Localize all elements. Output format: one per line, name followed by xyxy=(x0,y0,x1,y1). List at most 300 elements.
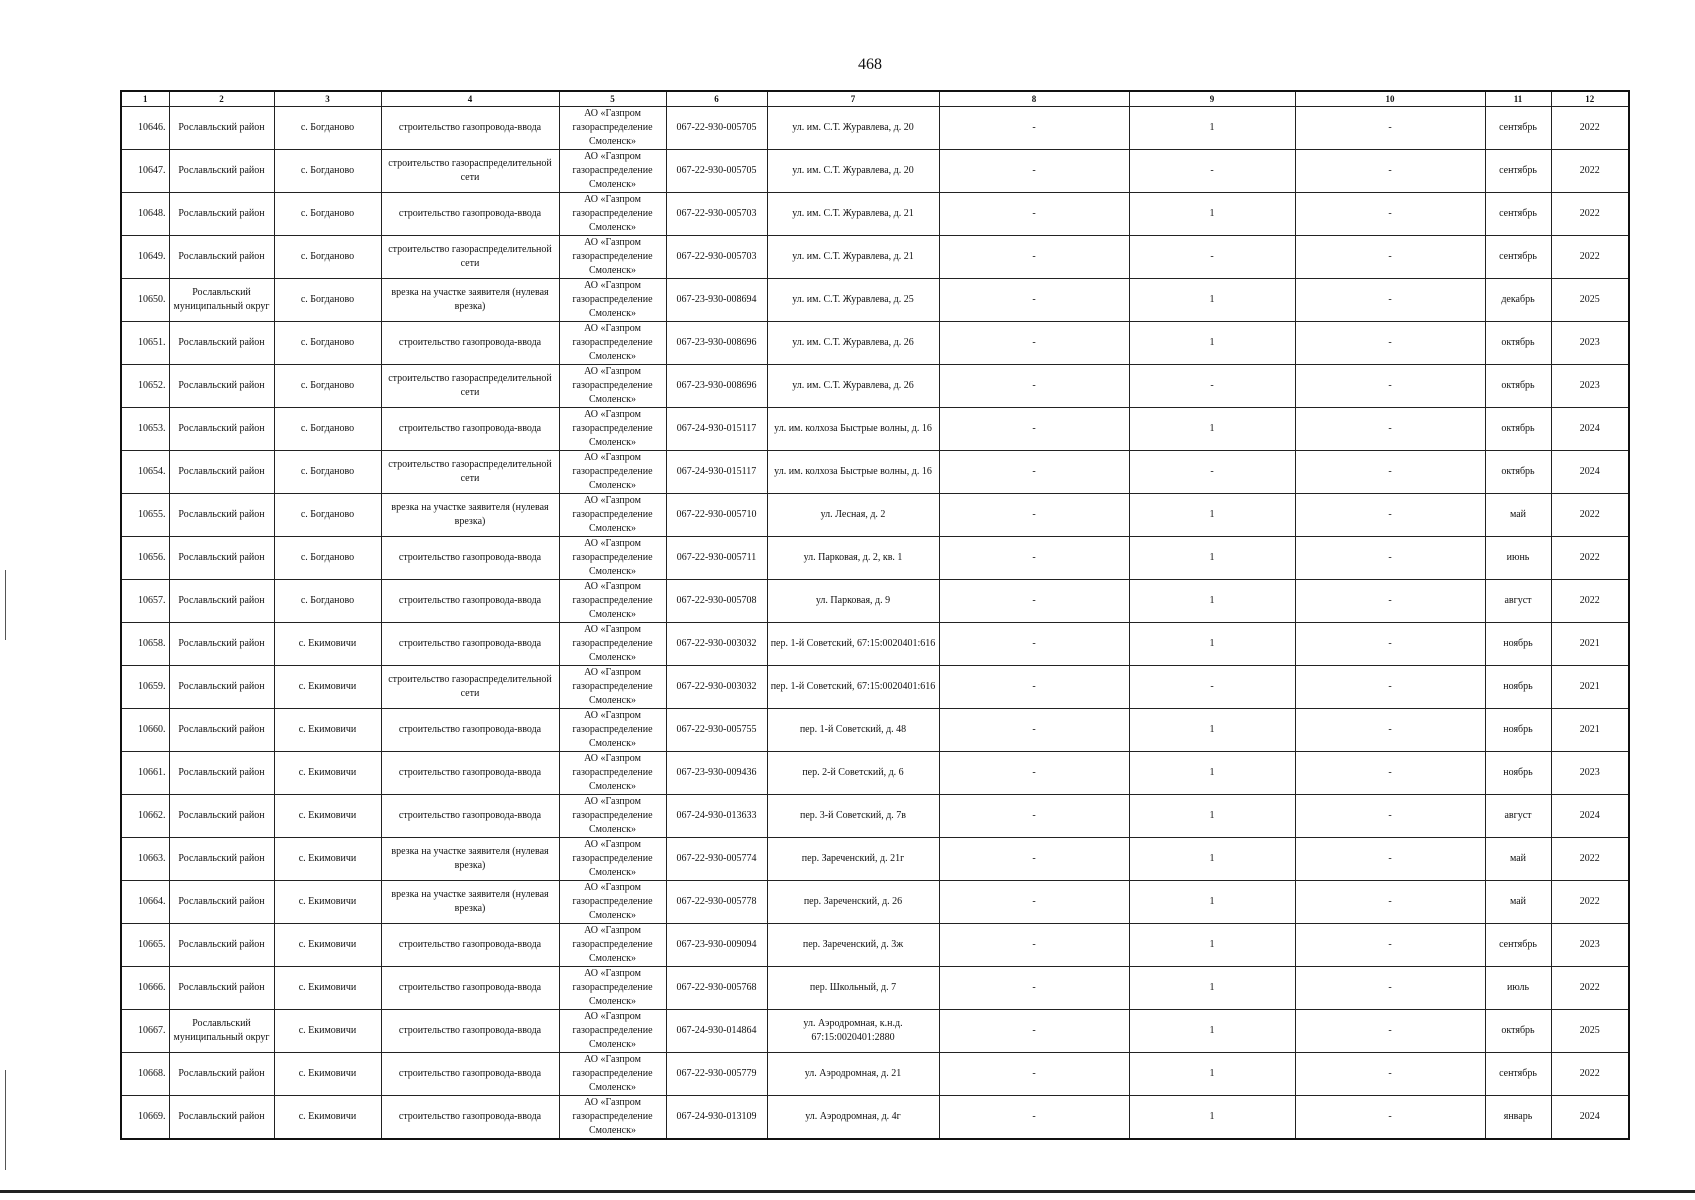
cell-address: ул. им. С.Т. Журавлева, д. 21 xyxy=(767,236,939,279)
cell-col-8-value: - xyxy=(939,408,1129,451)
column-number-header: 1 xyxy=(121,91,169,107)
cell-year: 2022 xyxy=(1551,236,1629,279)
cell-settlement: с. Екимовичи xyxy=(274,666,381,709)
cell-organization: АО «Газпром газораспределение Смоленск» xyxy=(559,322,666,365)
cell-application-number: 067-22-930-005779 xyxy=(666,1053,767,1096)
cell-address: пер. 1-й Советский, д. 48 xyxy=(767,709,939,752)
cell-address: пер. 1-й Советский, 67:15:0020401:616 xyxy=(767,666,939,709)
cell-work-type: строительство газопровода-ввода xyxy=(381,322,559,365)
cell-year: 2025 xyxy=(1551,279,1629,322)
cell-col-10-value: - xyxy=(1295,1096,1485,1140)
cell-district: Рославльский муниципальный округ xyxy=(169,279,274,322)
table-row xyxy=(121,1053,1629,1096)
table-row xyxy=(121,838,1629,881)
cell-row-number: 10647 . xyxy=(121,150,169,193)
cell-settlement: с. Екимовичи xyxy=(274,1010,381,1053)
cell-col-8-value: - xyxy=(939,1096,1129,1140)
cell-organization: АО «Газпром газораспределение Смоленск» xyxy=(559,924,666,967)
column-number-header: 7 xyxy=(767,91,939,107)
cell-month: октябрь xyxy=(1485,365,1551,408)
cell-col-10-value: - xyxy=(1295,107,1485,150)
table-row xyxy=(121,193,1629,236)
cell-year: 2024 xyxy=(1551,408,1629,451)
cell-col-8-value: - xyxy=(939,494,1129,537)
cell-settlement: с. Екимовичи xyxy=(274,967,381,1010)
cell-application-number: 067-22-930-005705 xyxy=(666,107,767,150)
table-row xyxy=(121,666,1629,709)
cell-col-9-value: 1 xyxy=(1129,752,1295,795)
cell-month: ноябрь xyxy=(1485,709,1551,752)
cell-col-9-value: 1 xyxy=(1129,322,1295,365)
cell-col-10-value: - xyxy=(1295,236,1485,279)
cell-application-number: 067-22-930-005708 xyxy=(666,580,767,623)
cell-month: сентябрь xyxy=(1485,236,1551,279)
scan-edge-mark xyxy=(5,570,6,640)
cell-district: Рославльский район xyxy=(169,666,274,709)
cell-address: ул. Лесная, д. 2 xyxy=(767,494,939,537)
column-number-header: 12 xyxy=(1551,91,1629,107)
cell-district: Рославльский район xyxy=(169,408,274,451)
cell-col-8-value: - xyxy=(939,236,1129,279)
cell-col-9-value: 1 xyxy=(1129,1096,1295,1140)
cell-district: Рославльский район xyxy=(169,537,274,580)
cell-settlement: с. Богданово xyxy=(274,537,381,580)
cell-address: ул. Парковая, д. 9 xyxy=(767,580,939,623)
cell-month: сентябрь xyxy=(1485,150,1551,193)
column-number-header: 10 xyxy=(1295,91,1485,107)
cell-row-number: 10654 . xyxy=(121,451,169,494)
table-row xyxy=(121,365,1629,408)
cell-col-9-value: 1 xyxy=(1129,494,1295,537)
page-number: 468 xyxy=(858,56,882,73)
cell-address: пер. Школьный, д. 7 xyxy=(767,967,939,1010)
cell-organization: АО «Газпром газораспределение Смоленск» xyxy=(559,623,666,666)
cell-organization: АО «Газпром газораспределение Смоленск» xyxy=(559,494,666,537)
cell-district: Рославльский район xyxy=(169,924,274,967)
cell-application-number: 067-22-930-005778 xyxy=(666,881,767,924)
cell-year: 2024 xyxy=(1551,1096,1629,1140)
cell-col-8-value: - xyxy=(939,537,1129,580)
table-row xyxy=(121,967,1629,1010)
cell-col-8-value: - xyxy=(939,924,1129,967)
cell-col-10-value: - xyxy=(1295,881,1485,924)
cell-col-9-value: 1 xyxy=(1129,580,1295,623)
cell-organization: АО «Газпром газораспределение Смоленск» xyxy=(559,451,666,494)
gasification-register-table xyxy=(120,90,1630,1140)
cell-row-number: 10660 . xyxy=(121,709,169,752)
cell-year: 2023 xyxy=(1551,752,1629,795)
cell-col-10-value: - xyxy=(1295,193,1485,236)
cell-application-number: 067-22-930-005705 xyxy=(666,150,767,193)
cell-application-number: 067-24-930-015117 xyxy=(666,408,767,451)
cell-col-8-value: - xyxy=(939,150,1129,193)
cell-col-10-value: - xyxy=(1295,967,1485,1010)
cell-year: 2021 xyxy=(1551,666,1629,709)
cell-organization: АО «Газпром газораспределение Смоленск» xyxy=(559,1096,666,1140)
cell-col-10-value: - xyxy=(1295,838,1485,881)
cell-address: пер. Зареченский, д. 21г xyxy=(767,838,939,881)
cell-row-number: 10650 . xyxy=(121,279,169,322)
cell-application-number: 067-23-930-008696 xyxy=(666,322,767,365)
cell-col-9-value: 1 xyxy=(1129,623,1295,666)
cell-address: ул. им. С.Т. Журавлева, д. 20 xyxy=(767,107,939,150)
cell-settlement: с. Богданово xyxy=(274,150,381,193)
cell-organization: АО «Газпром газораспределение Смоленск» xyxy=(559,1010,666,1053)
cell-application-number: 067-22-930-005703 xyxy=(666,193,767,236)
cell-col-8-value: - xyxy=(939,967,1129,1010)
table-row xyxy=(121,709,1629,752)
cell-month: август xyxy=(1485,795,1551,838)
cell-col-8-value: - xyxy=(939,881,1129,924)
cell-settlement: с. Богданово xyxy=(274,236,381,279)
cell-month: сентябрь xyxy=(1485,193,1551,236)
cell-year: 2022 xyxy=(1551,838,1629,881)
cell-year: 2021 xyxy=(1551,709,1629,752)
cell-work-type: строительство газопровода-ввода xyxy=(381,623,559,666)
cell-col-8-value: - xyxy=(939,666,1129,709)
cell-work-type: строительство газопровода-ввода xyxy=(381,924,559,967)
cell-application-number: 067-22-930-005711 xyxy=(666,537,767,580)
cell-district: Рославльский район xyxy=(169,1053,274,1096)
table-row xyxy=(121,279,1629,322)
cell-row-number: 10667 . xyxy=(121,1010,169,1053)
cell-col-9-value: 1 xyxy=(1129,709,1295,752)
column-number-row xyxy=(121,91,1629,107)
cell-application-number: 067-22-930-005755 xyxy=(666,709,767,752)
cell-settlement: с. Богданово xyxy=(274,580,381,623)
table-row xyxy=(121,752,1629,795)
cell-work-type: строительство газопровода-ввода xyxy=(381,1096,559,1140)
column-number-header: 6 xyxy=(666,91,767,107)
column-number-header: 3 xyxy=(274,91,381,107)
cell-address: пер. 3-й Советский, д. 7в xyxy=(767,795,939,838)
cell-year: 2024 xyxy=(1551,795,1629,838)
column-number-header: 5 xyxy=(559,91,666,107)
cell-work-type: врезка на участке заявителя (нулевая врезка) xyxy=(381,494,559,537)
cell-year: 2022 xyxy=(1551,537,1629,580)
cell-organization: АО «Газпром газораспределение Смоленск» xyxy=(559,279,666,322)
cell-application-number: 067-24-930-015117 xyxy=(666,451,767,494)
cell-district: Рославльский район xyxy=(169,752,274,795)
cell-settlement: с. Богданово xyxy=(274,408,381,451)
cell-district: Рославльский район xyxy=(169,193,274,236)
column-number-header: 11 xyxy=(1485,91,1551,107)
cell-row-number: 10652 . xyxy=(121,365,169,408)
cell-year: 2022 xyxy=(1551,107,1629,150)
cell-application-number: 067-22-930-005703 xyxy=(666,236,767,279)
table-row xyxy=(121,623,1629,666)
cell-organization: АО «Газпром газораспределение Смоленск» xyxy=(559,580,666,623)
cell-district: Рославльский район xyxy=(169,838,274,881)
cell-year: 2024 xyxy=(1551,451,1629,494)
table-row xyxy=(121,107,1629,150)
cell-col-8-value: - xyxy=(939,795,1129,838)
cell-work-type: строительство газопровода-ввода xyxy=(381,107,559,150)
cell-col-10-value: - xyxy=(1295,795,1485,838)
cell-month: сентябрь xyxy=(1485,107,1551,150)
cell-col-9-value: - xyxy=(1129,365,1295,408)
column-number-header: 8 xyxy=(939,91,1129,107)
cell-work-type: строительство газопровода-ввода xyxy=(381,580,559,623)
cell-work-type: строительство газопровода-ввода xyxy=(381,408,559,451)
table-row xyxy=(121,236,1629,279)
table-row xyxy=(121,537,1629,580)
cell-col-10-value: - xyxy=(1295,279,1485,322)
cell-year: 2023 xyxy=(1551,924,1629,967)
cell-settlement: с. Екимовичи xyxy=(274,1096,381,1140)
cell-row-number: 10663 . xyxy=(121,838,169,881)
table-body xyxy=(121,107,1629,1140)
cell-address: ул. им. колхоза Быстрые волны, д. 16 xyxy=(767,408,939,451)
cell-col-10-value: - xyxy=(1295,150,1485,193)
cell-application-number: 067-23-930-008696 xyxy=(666,365,767,408)
cell-district: Рославльский район xyxy=(169,881,274,924)
cell-row-number: 10648 . xyxy=(121,193,169,236)
cell-col-8-value: - xyxy=(939,709,1129,752)
cell-address: ул. им. колхоза Быстрые волны, д. 16 xyxy=(767,451,939,494)
cell-col-9-value: - xyxy=(1129,150,1295,193)
cell-work-type: строительство газопровода-ввода xyxy=(381,967,559,1010)
cell-row-number: 10651 . xyxy=(121,322,169,365)
cell-row-number: 10658 . xyxy=(121,623,169,666)
cell-work-type: строительство газораспределительной сети xyxy=(381,451,559,494)
cell-col-10-value: - xyxy=(1295,580,1485,623)
cell-col-8-value: - xyxy=(939,838,1129,881)
cell-application-number: 067-24-930-013633 xyxy=(666,795,767,838)
cell-settlement: с. Екимовичи xyxy=(274,838,381,881)
cell-address: ул. им. С.Т. Журавлева, д. 26 xyxy=(767,365,939,408)
cell-col-9-value: 1 xyxy=(1129,193,1295,236)
cell-col-8-value: - xyxy=(939,193,1129,236)
cell-year: 2025 xyxy=(1551,1010,1629,1053)
cell-address: ул. им. С.Т. Журавлева, д. 21 xyxy=(767,193,939,236)
cell-district: Рославльский район xyxy=(169,107,274,150)
cell-col-9-value: 1 xyxy=(1129,967,1295,1010)
cell-work-type: строительство газопровода-ввода xyxy=(381,1010,559,1053)
cell-row-number: 10649 . xyxy=(121,236,169,279)
cell-row-number: 10653 . xyxy=(121,408,169,451)
cell-month: ноябрь xyxy=(1485,666,1551,709)
cell-work-type: строительство газопровода-ввода xyxy=(381,193,559,236)
table-row xyxy=(121,494,1629,537)
cell-address: ул. им. С.Т. Журавлева, д. 25 xyxy=(767,279,939,322)
cell-year: 2022 xyxy=(1551,150,1629,193)
cell-organization: АО «Газпром газораспределение Смоленск» xyxy=(559,408,666,451)
cell-settlement: с. Богданово xyxy=(274,193,381,236)
cell-col-9-value: 1 xyxy=(1129,537,1295,580)
cell-application-number: 067-22-930-003032 xyxy=(666,666,767,709)
cell-organization: АО «Газпром газораспределение Смоленск» xyxy=(559,881,666,924)
cell-col-10-value: - xyxy=(1295,1053,1485,1096)
cell-col-8-value: - xyxy=(939,279,1129,322)
cell-month: октябрь xyxy=(1485,322,1551,365)
table-row xyxy=(121,150,1629,193)
cell-row-number: 10668 . xyxy=(121,1053,169,1096)
cell-month: октябрь xyxy=(1485,408,1551,451)
scan-edge-mark xyxy=(5,1070,6,1170)
cell-settlement: с. Богданово xyxy=(274,322,381,365)
cell-district: Рославльский район xyxy=(169,451,274,494)
cell-col-10-value: - xyxy=(1295,623,1485,666)
cell-col-9-value: 1 xyxy=(1129,107,1295,150)
column-number-header: 4 xyxy=(381,91,559,107)
cell-settlement: с. Екимовичи xyxy=(274,1053,381,1096)
cell-year: 2022 xyxy=(1551,193,1629,236)
cell-row-number: 10656 . xyxy=(121,537,169,580)
cell-settlement: с. Богданово xyxy=(274,494,381,537)
cell-month: июнь xyxy=(1485,537,1551,580)
cell-month: январь xyxy=(1485,1096,1551,1140)
cell-organization: АО «Газпром газораспределение Смоленск» xyxy=(559,193,666,236)
cell-month: декабрь xyxy=(1485,279,1551,322)
cell-col-9-value: 1 xyxy=(1129,881,1295,924)
cell-col-9-value: 1 xyxy=(1129,279,1295,322)
cell-col-8-value: - xyxy=(939,1053,1129,1096)
cell-col-9-value: - xyxy=(1129,451,1295,494)
cell-col-8-value: - xyxy=(939,322,1129,365)
cell-work-type: строительство газораспределительной сети xyxy=(381,236,559,279)
table-row xyxy=(121,1096,1629,1140)
cell-year: 2023 xyxy=(1551,322,1629,365)
cell-work-type: врезка на участке заявителя (нулевая врезка) xyxy=(381,279,559,322)
cell-application-number: 067-24-930-013109 xyxy=(666,1096,767,1140)
cell-address: пер. 2-й Советский, д. 6 xyxy=(767,752,939,795)
cell-row-number: 10666 . xyxy=(121,967,169,1010)
cell-work-type: врезка на участке заявителя (нулевая врезка) xyxy=(381,838,559,881)
cell-district: Рославльский район xyxy=(169,1096,274,1140)
cell-col-10-value: - xyxy=(1295,666,1485,709)
table-row xyxy=(121,580,1629,623)
cell-settlement: с. Екимовичи xyxy=(274,881,381,924)
cell-address: ул. Парковая, д. 2, кв. 1 xyxy=(767,537,939,580)
cell-address: ул. Аэродромная, к.н.д. 67:15:0020401:2880 xyxy=(767,1010,939,1053)
cell-address: ул. им. С.Т. Журавлева, д. 26 xyxy=(767,322,939,365)
cell-district: Рославльский район xyxy=(169,709,274,752)
cell-work-type: строительство газопровода-ввода xyxy=(381,1053,559,1096)
cell-col-9-value: 1 xyxy=(1129,1053,1295,1096)
cell-work-type: строительство газопровода-ввода xyxy=(381,537,559,580)
cell-work-type: строительство газораспределительной сети xyxy=(381,666,559,709)
cell-row-number: 10655 . xyxy=(121,494,169,537)
cell-col-10-value: - xyxy=(1295,494,1485,537)
cell-col-10-value: - xyxy=(1295,537,1485,580)
table-row xyxy=(121,322,1629,365)
cell-col-9-value: 1 xyxy=(1129,1010,1295,1053)
cell-col-9-value: 1 xyxy=(1129,795,1295,838)
cell-year: 2022 xyxy=(1551,881,1629,924)
cell-district: Рославльский район xyxy=(169,322,274,365)
cell-organization: АО «Газпром газораспределение Смоленск» xyxy=(559,752,666,795)
cell-year: 2021 xyxy=(1551,623,1629,666)
cell-col-9-value: 1 xyxy=(1129,924,1295,967)
cell-row-number: 10659 . xyxy=(121,666,169,709)
cell-organization: АО «Газпром газораспределение Смоленск» xyxy=(559,666,666,709)
cell-organization: АО «Газпром газораспределение Смоленск» xyxy=(559,107,666,150)
cell-year: 2022 xyxy=(1551,494,1629,537)
cell-organization: АО «Газпром газораспределение Смоленск» xyxy=(559,709,666,752)
table-row xyxy=(121,1010,1629,1053)
cell-col-10-value: - xyxy=(1295,709,1485,752)
column-number-header: 9 xyxy=(1129,91,1295,107)
cell-month: июль xyxy=(1485,967,1551,1010)
table-row xyxy=(121,881,1629,924)
cell-address: пер. Зареченский, д. 26 xyxy=(767,881,939,924)
cell-year: 2022 xyxy=(1551,580,1629,623)
cell-district: Рославльский муниципальный округ xyxy=(169,1010,274,1053)
cell-row-number: 10662 . xyxy=(121,795,169,838)
cell-year: 2022 xyxy=(1551,967,1629,1010)
cell-district: Рославльский район xyxy=(169,967,274,1010)
cell-work-type: строительство газораспределительной сети xyxy=(381,365,559,408)
cell-row-number: 10646 . xyxy=(121,107,169,150)
cell-application-number: 067-22-930-005768 xyxy=(666,967,767,1010)
cell-settlement: с. Екимовичи xyxy=(274,752,381,795)
cell-organization: АО «Газпром газораспределение Смоленск» xyxy=(559,1053,666,1096)
cell-row-number: 10665 . xyxy=(121,924,169,967)
cell-month: май xyxy=(1485,881,1551,924)
cell-district: Рославльский район xyxy=(169,494,274,537)
table-row xyxy=(121,795,1629,838)
column-number-header: 2 xyxy=(169,91,274,107)
cell-organization: АО «Газпром газораспределение Смоленск» xyxy=(559,838,666,881)
cell-col-8-value: - xyxy=(939,623,1129,666)
cell-address: ул. Аэродромная, д. 21 xyxy=(767,1053,939,1096)
cell-organization: АО «Газпром газораспределение Смоленск» xyxy=(559,150,666,193)
cell-month: сентябрь xyxy=(1485,924,1551,967)
cell-organization: АО «Газпром газораспределение Смоленск» xyxy=(559,537,666,580)
cell-month: ноябрь xyxy=(1485,623,1551,666)
cell-settlement: с. Богданово xyxy=(274,451,381,494)
cell-col-8-value: - xyxy=(939,752,1129,795)
cell-application-number: 067-22-930-003032 xyxy=(666,623,767,666)
cell-month: август xyxy=(1485,580,1551,623)
cell-col-9-value: - xyxy=(1129,236,1295,279)
cell-month: октябрь xyxy=(1485,451,1551,494)
cell-col-10-value: - xyxy=(1295,451,1485,494)
cell-col-9-value: 1 xyxy=(1129,408,1295,451)
cell-district: Рославльский район xyxy=(169,365,274,408)
cell-row-number: 10669 . xyxy=(121,1096,169,1140)
cell-work-type: строительство газопровода-ввода xyxy=(381,752,559,795)
cell-row-number: 10657 . xyxy=(121,580,169,623)
cell-work-type: строительство газораспределительной сети xyxy=(381,150,559,193)
table-row xyxy=(121,408,1629,451)
cell-district: Рославльский район xyxy=(169,623,274,666)
cell-application-number: 067-22-930-005710 xyxy=(666,494,767,537)
cell-col-10-value: - xyxy=(1295,924,1485,967)
cell-month: ноябрь xyxy=(1485,752,1551,795)
cell-application-number: 067-23-930-009094 xyxy=(666,924,767,967)
cell-col-10-value: - xyxy=(1295,752,1485,795)
cell-month: сентябрь xyxy=(1485,1053,1551,1096)
cell-col-8-value: - xyxy=(939,451,1129,494)
cell-application-number: 067-23-930-009436 xyxy=(666,752,767,795)
cell-col-8-value: - xyxy=(939,107,1129,150)
cell-application-number: 067-22-930-005774 xyxy=(666,838,767,881)
cell-organization: АО «Газпром газораспределение Смоленск» xyxy=(559,236,666,279)
cell-settlement: с. Богданово xyxy=(274,365,381,408)
cell-col-9-value: - xyxy=(1129,666,1295,709)
cell-district: Рославльский район xyxy=(169,236,274,279)
cell-col-9-value: 1 xyxy=(1129,838,1295,881)
cell-settlement: с. Екимовичи xyxy=(274,924,381,967)
cell-settlement: с. Богданово xyxy=(274,107,381,150)
table-row xyxy=(121,451,1629,494)
cell-application-number: 067-23-930-008694 xyxy=(666,279,767,322)
cell-address: ул. им. С.Т. Журавлева, д. 20 xyxy=(767,150,939,193)
cell-district: Рославльский район xyxy=(169,150,274,193)
table-row xyxy=(121,924,1629,967)
